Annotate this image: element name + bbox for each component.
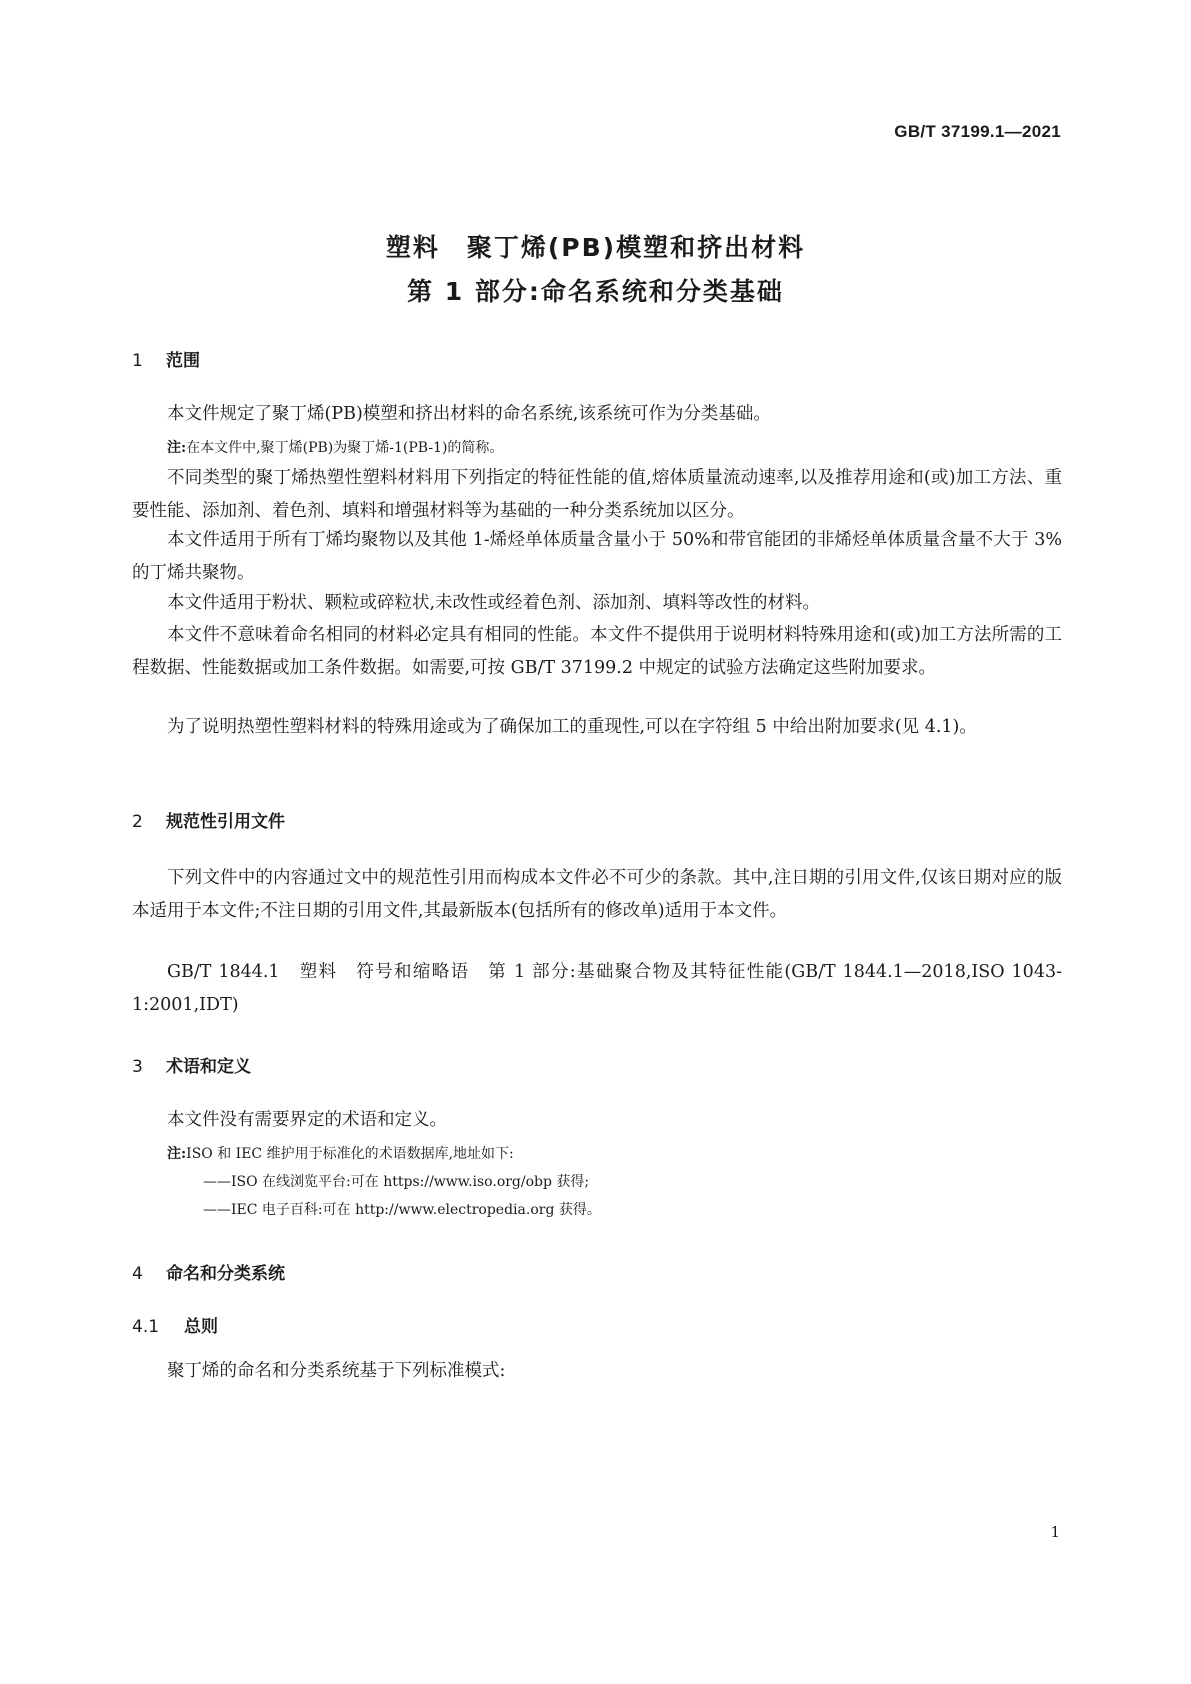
dash-list-item: ——IEC 电子百科:可在 http://www.electropedia.org 获得。 xyxy=(203,1202,601,1218)
paragraph: 不同类型的聚丁烯热塑性塑料材料用下列指定的特征性能的值,熔体质量流动速率,以及推荐用途和(或)加工方法、重要性能、添加剂、着色剂、填料和增强材料等为基础的一种分类系统加以区分。 xyxy=(132,468,1062,521)
section-1-heading xyxy=(132,346,200,371)
section-4-heading xyxy=(132,1259,285,1284)
subsection-4-1-heading xyxy=(132,1312,218,1337)
dash-list-item: ——ISO 在线浏览平台:可在 https://www.iso.org/obp 获得; xyxy=(203,1174,590,1190)
reference-entry: GB/T 1844.1 塑料 符号和缩略语 第 1 部分:基础聚合物及其特征性能(GB/T 1844.1—2018,ISO 1043-1:2001,IDT) xyxy=(132,962,1062,1015)
document-title-line2: 第 1 部分:命名系统和分类基础 xyxy=(407,277,784,306)
section-title: 规范性引用文件 xyxy=(166,812,285,832)
note-label: 注: xyxy=(167,440,187,456)
paragraph: 聚丁烯的命名和分类系统基于下列标准模式: xyxy=(167,1361,506,1381)
section-number: 4 xyxy=(132,1264,143,1284)
note xyxy=(167,1140,514,1168)
paragraph: 本文件适用于粉状、颗粒或碎粒状,未改性或经着色剂、添加剂、填料等改性的材料。 xyxy=(167,593,821,613)
section-3-heading xyxy=(132,1052,251,1077)
section-title: 范围 xyxy=(166,351,200,371)
section-title: 命名和分类系统 xyxy=(166,1264,285,1284)
section-number: 2 xyxy=(132,812,143,832)
note-text: ISO 和 IEC 维护用于标准化的术语数据库,地址如下: xyxy=(186,1146,514,1162)
note xyxy=(167,434,503,462)
note-text: 在本文件中,聚丁烯(PB)为聚丁烯-1(PB-1)的简称。 xyxy=(186,440,504,456)
subsection-title: 总则 xyxy=(184,1317,218,1337)
section-title: 术语和定义 xyxy=(166,1057,251,1077)
standard-code: GB/T 37199.1—2021 xyxy=(894,122,1061,141)
subsection-number: 4.1 xyxy=(132,1317,160,1337)
section-number: 1 xyxy=(132,351,143,371)
paragraph: 本文件没有需要界定的术语和定义。 xyxy=(167,1110,447,1130)
page-number: 1 xyxy=(1050,1523,1060,1541)
paragraph: 本文件不意味着命名相同的材料必定具有相同的性能。本文件不提供用于说明材料特殊用途和(或)加工方法所需的工程数据、性能数据或加工条件数据。如需要,可按 GB/T 37199.2 中规定的试验方法确定这些附加要求。 xyxy=(132,625,1062,678)
paragraph: 本文件适用于所有丁烯均聚物以及其他 1-烯烃单体质量含量小于 50%和带官能团的非烯烃单体质量含量不大于 3%的丁烯共聚物。 xyxy=(132,530,1062,583)
document-title-line1: 塑料 聚丁烯(PB)模塑和挤出材料 xyxy=(385,233,806,262)
paragraph: 本文件规定了聚丁烯(PB)模塑和挤出材料的命名系统,该系统可作为分类基础。 xyxy=(167,404,771,424)
section-number: 3 xyxy=(132,1057,143,1077)
paragraph: 下列文件中的内容通过文中的规范性引用而构成本文件必不可少的条款。其中,注日期的引用文件,仅该日期对应的版本适用于本文件;不注日期的引用文件,其最新版本(包括所有的修改单)适用于本文件。 xyxy=(132,868,1062,921)
note-label: 注: xyxy=(167,1146,187,1162)
section-2-heading xyxy=(132,807,285,832)
paragraph: 为了说明热塑性塑料材料的特殊用途或为了确保加工的重现性,可以在字符组 5 中给出附加要求(见 4.1)。 xyxy=(167,717,977,737)
